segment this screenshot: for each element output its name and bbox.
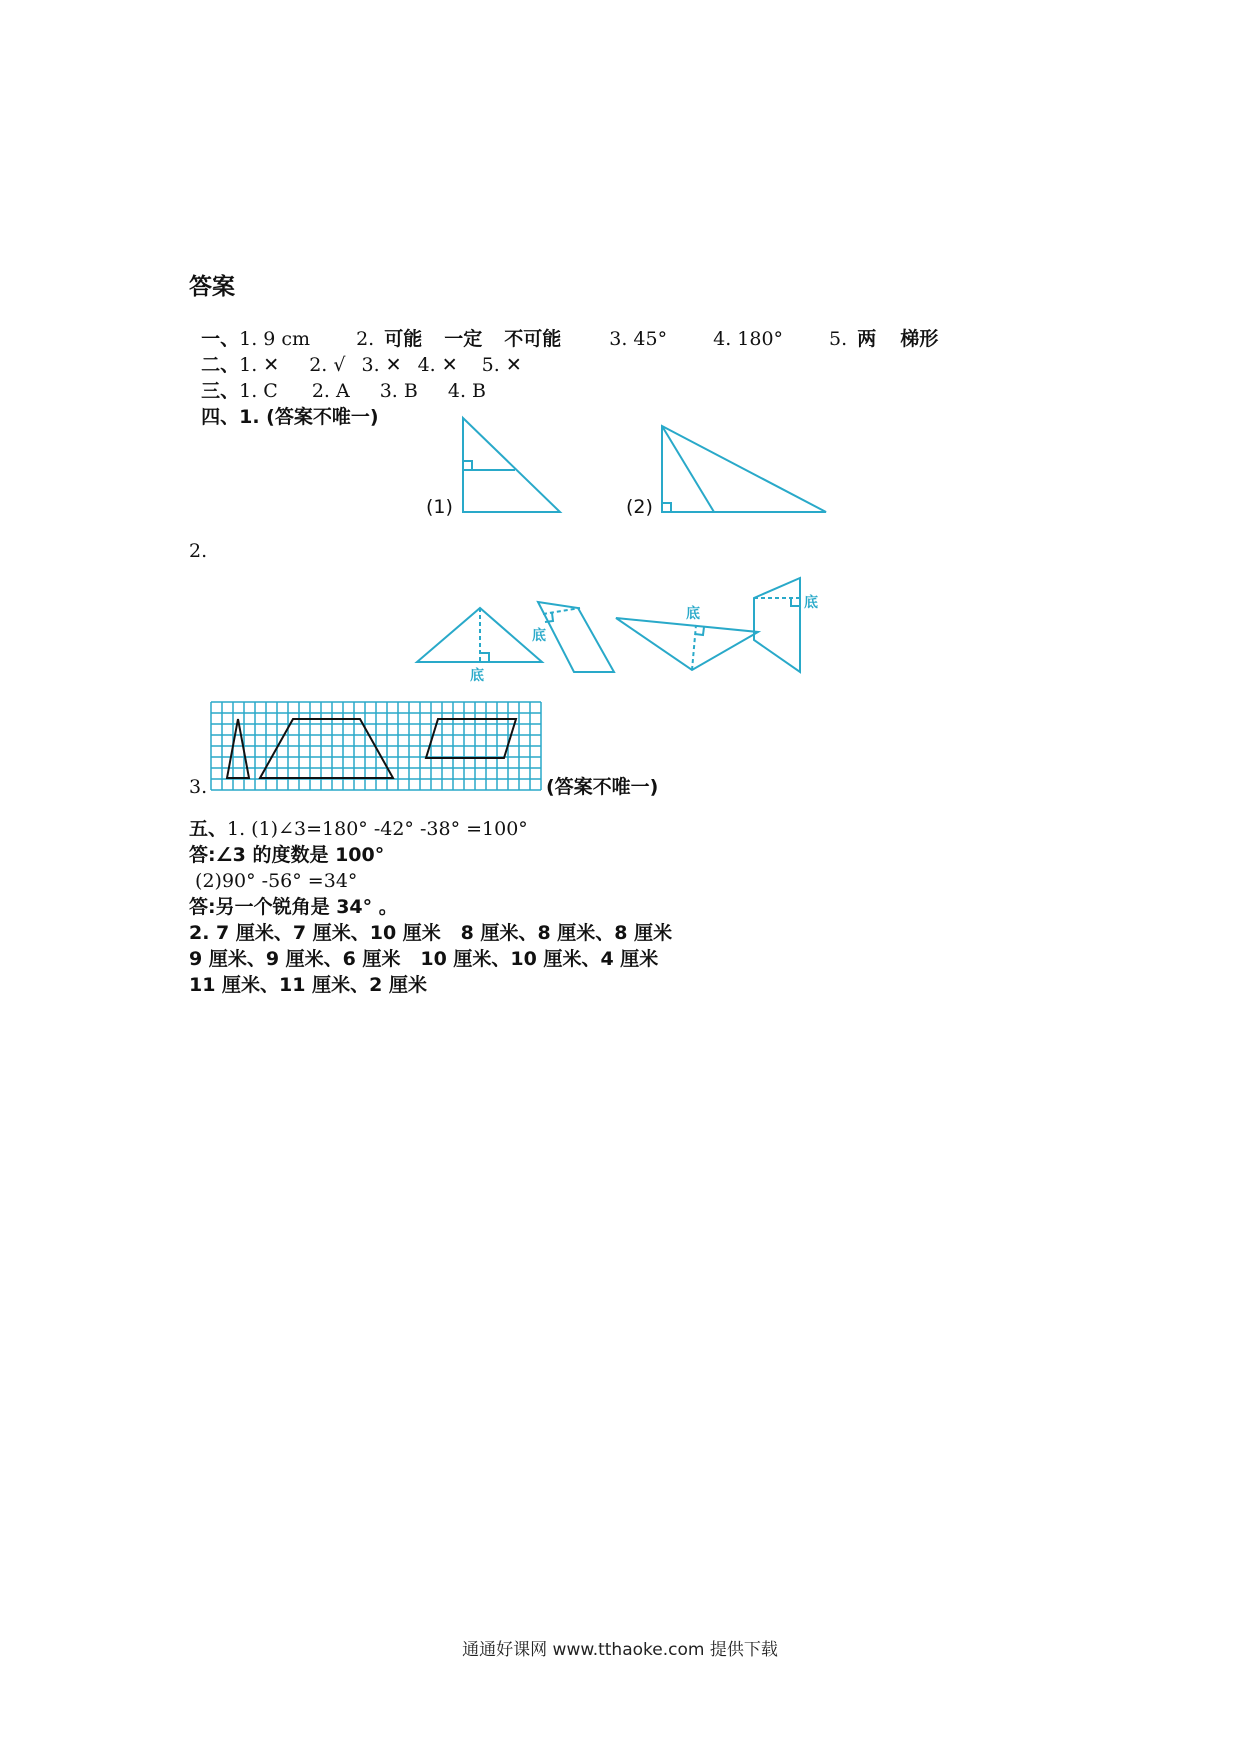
s1-q2-a: 可能: [384, 328, 423, 350]
section-5-line-1: [189, 816, 528, 842]
s5-line1: 1. (1)∠3=180° -42° -38° =100°: [227, 818, 528, 840]
s1-q2-c: 不可能: [504, 328, 562, 350]
triangle-2-figure: [662, 426, 826, 512]
parallelogram-figure: [538, 602, 614, 672]
base-label: 底: [686, 606, 700, 622]
base-label: 底: [804, 595, 818, 611]
s2-item: 5. ✕: [481, 354, 522, 376]
s5-line5: 2. 7 厘米、7 厘米、10 厘米 8 厘米、8 厘米、8 厘米: [189, 922, 673, 944]
section-3-label: 三、: [201, 380, 240, 402]
grid-trapezoid: [260, 719, 393, 778]
section-2-label: 二、: [201, 354, 240, 376]
s5-line2: 答:∠3 的度数是 100°: [189, 844, 385, 866]
s1-q5-num: 5.: [829, 328, 848, 350]
s1-q1: 1. 9 cm: [239, 328, 311, 350]
s1-q3: 3. 45°: [609, 328, 668, 350]
base-label: 底: [470, 668, 484, 684]
s2-item: 1. ✕: [239, 354, 280, 376]
s2-item: 2. √: [309, 354, 346, 376]
s4-q2-label: 2.: [189, 540, 208, 562]
s3-item: 3. B: [379, 380, 418, 402]
s4-q3-note: (答案不唯一): [546, 776, 659, 798]
triangle-figures: [400, 410, 840, 520]
s1-q5-b: 梯形: [900, 328, 939, 350]
s1-q2-b: 一定: [444, 328, 483, 350]
s2-item: 4. ✕: [417, 354, 458, 376]
grid-figure: [210, 700, 550, 800]
base-label: 底: [532, 628, 546, 644]
s2-item: 3. ✕: [361, 354, 402, 376]
s5-line3: (2)90° -56° =34°: [189, 870, 358, 892]
section-4-label: 四、: [201, 406, 240, 428]
s5-line7: 11 厘米、11 厘米、2 厘米: [189, 974, 427, 996]
footer-credit: 通通好课网 www.tthaoke.com 提供下载: [462, 1640, 778, 1660]
section-5-label: 五、: [189, 818, 228, 840]
grid-parallelogram: [426, 719, 516, 758]
s5-line4: 答:另一个锐角是 34° 。: [189, 896, 398, 918]
answer-title: 答案: [189, 274, 235, 300]
height-figures: [410, 570, 840, 685]
s3-item: 4. B: [447, 380, 486, 402]
s1-q5-a: 两: [857, 328, 877, 350]
isosceles-triangle-figure: [417, 608, 542, 662]
section-1-label: 一、: [201, 328, 240, 350]
s3-item: 2. A: [311, 380, 350, 402]
triangle-2-label: (2): [626, 496, 653, 518]
s4-q3-label: 3.: [189, 776, 208, 798]
s3-item: 1. C: [239, 380, 278, 402]
triangle-1-figure: [463, 418, 560, 512]
s1-q2-num: 2.: [356, 328, 375, 350]
grid-triangle: [227, 719, 249, 778]
s4-q1: 1. (答案不唯一): [239, 406, 379, 428]
obtuse-triangle-figure: [616, 618, 758, 670]
s5-line6: 9 厘米、9 厘米、6 厘米 10 厘米、10 厘米、4 厘米: [189, 948, 659, 970]
s1-q4: 4. 180°: [713, 328, 784, 350]
section-4-line: [189, 378, 379, 430]
triangle-1-label: (1): [426, 496, 453, 518]
trapezoid-figure: [754, 578, 800, 672]
